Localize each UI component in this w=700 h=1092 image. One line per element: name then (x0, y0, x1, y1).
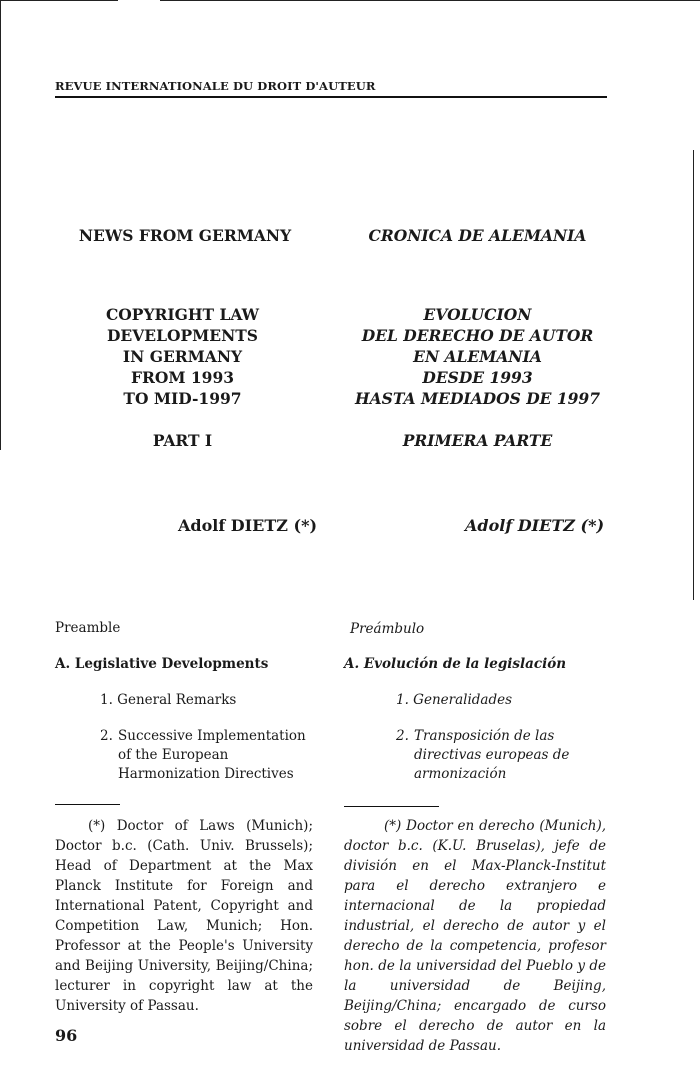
title-line: DEVELOPMENTS (106, 326, 259, 345)
title-line: EN ALEMANIA (413, 347, 542, 366)
footnote-en: (*) Doctor of Laws (Munich); Doctor b.c. (Cath. Univ. Brussels); Head of Department at the Max Planck Institute for Foreign and International Patent, Copyright and Competition Law, Munich; Hon. Professor at the People's University and Beijing University, Beijing/China; lecturer in copyright law at the University of Passau. (55, 818, 313, 1014)
item-2-number-es: 2. (396, 728, 409, 744)
scan-right-border (693, 150, 694, 600)
item-2-text-en: Successive Implementation of the European Harmonization Directives (118, 728, 306, 782)
item-2-text-es: Transposición de las directivas europeas de armonización (414, 728, 570, 782)
running-header: REVUE INTERNATIONALE DU DROIT D'AUTEUR (55, 79, 376, 93)
title-line: HASTA MEDIADOS DE 1997 (355, 389, 600, 408)
scan-left-border (0, 0, 1, 450)
header-rule (55, 96, 607, 98)
item-1-es: 1. Generalidades (396, 692, 513, 708)
title-line: FROM 1993 (130, 368, 235, 387)
article-title-en (60, 304, 305, 409)
title-line: DESDE 1993 (422, 368, 533, 387)
page-number: 96 (55, 1026, 78, 1045)
heading-a-es: A. Evolución de la legislación (344, 656, 567, 672)
author-en: Adolf DIETZ (*) (178, 516, 318, 535)
footnote-rule-en (55, 804, 120, 805)
article-title-es (345, 304, 610, 409)
preamble-en: Preamble (55, 620, 121, 636)
author-es: Adolf DIETZ (*) (465, 516, 605, 535)
scan-top-border (0, 0, 118, 1)
footnote-rule-es (344, 806, 439, 807)
item-2-number-en: 2. (100, 728, 113, 744)
footnote-es: (*) Doctor en derecho (Munich), doctor b.c. (K.U. Bruselas), jefe de división en el Max-Planck-Institut para el derecho extranjero e internacional de la propiedad industrial, el derecho de autor y el derecho de la competencia, profesor hon. de la universidad del Pueblo y de la universidad de Beijing, Beijing/China; encargado de curso sobre el derecho de autor en la universidad de Passau. (344, 818, 606, 1054)
title-line: DEL DERECHO DE AUTOR (361, 326, 594, 345)
title-line: TO MID-1997 (123, 389, 242, 408)
heading-a-en: A. Legislative Developments (55, 656, 269, 672)
title-line: EVOLUCION (423, 305, 532, 324)
title-line: COPYRIGHT LAW (105, 305, 260, 324)
item-1-en: 1. General Remarks (100, 692, 237, 708)
part-label-en: PART I (152, 431, 213, 450)
section-heading-es: CRONICA DE ALEMANIA (368, 226, 587, 245)
part-label-es: PRIMERA PARTE (402, 431, 553, 450)
preamble-es: Preámbulo (350, 621, 425, 637)
title-line: IN GERMANY (122, 347, 243, 366)
section-heading-en: NEWS FROM GERMANY (78, 226, 292, 245)
scan-top-border (160, 0, 700, 1)
